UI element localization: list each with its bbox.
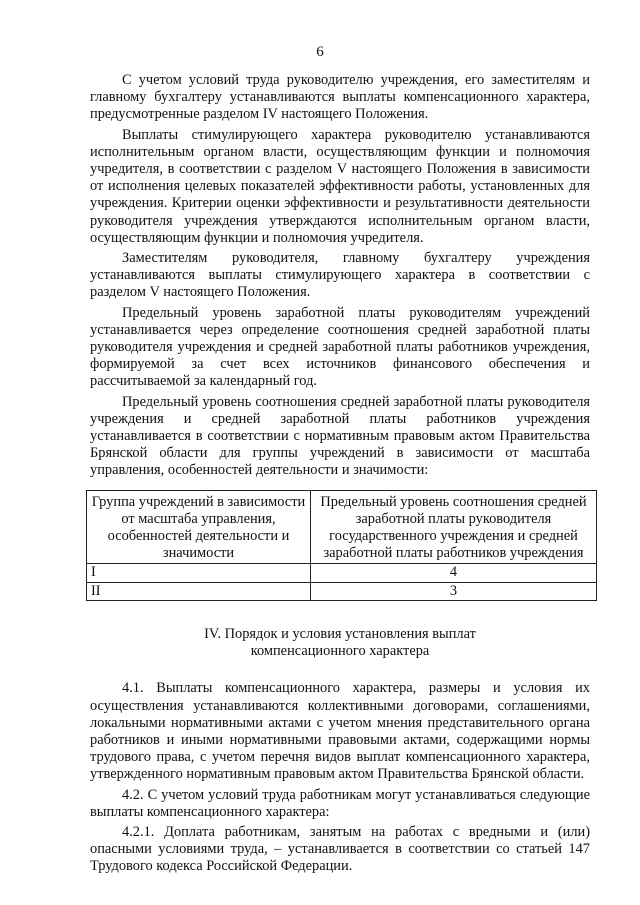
salary-ratio-table xyxy=(86,490,597,601)
paragraph: 4.2.1. Доплата работникам, занятым на работах с вредными и (или) опасными условиями труда, – устанавливается в соответствии со статьей 147 Трудового кодекса Российской Федерации. xyxy=(90,823,590,875)
paragraph: Заместителям руководителя, главному бухгалтеру учреждения устанавливаются выплаты стимулирующего характера в соответствии с разделом V настоящего Положения. xyxy=(90,250,590,301)
section-heading-line: компенсационного характера xyxy=(250,643,430,660)
section-heading xyxy=(90,626,590,660)
table-cell-ratio: 4 xyxy=(311,564,597,582)
paragraph: С учетом условий труда руководителю учреждения, его заместителям и главному бухгалтеру устанавливаются выплаты компенсационного характера, предусмотренные разделом IV настоящего Положения. xyxy=(90,72,590,123)
paragraph: Предельный уровень заработной платы руководителям учреждений устанавливается через определение соотношения средней заработной платы руководителя учреждения и средней заработной платы работников учреждения, формируемой за счет всех источников финансового обеспечения и рассчитываемой за календарный год. xyxy=(90,304,590,390)
table-header-row xyxy=(87,490,597,564)
paragraph: 4.1. Выплаты компенсационного характера, размеры и условия их осуществления устанавливаются коллективными договорами, соглашениями, локальными нормативными актами с учетом мнения представительного органа работников и иными нормативными правовыми актами, содержащими нормы трудового права, с учетом перечня видов выплат компенсационного характера, утвержденного нормативным правовым актом Правительства Брянской области. xyxy=(90,680,590,783)
page-number: 6 xyxy=(316,44,324,60)
section-heading-line: IV. Порядок и условия установления выплат xyxy=(204,625,476,642)
paragraph: Выплаты стимулирующего характера руководителю устанавливаются исполнительным органом власти, осуществляющим функции и полномочия учредителя, в соответствии с разделом V настоящего Положения в зависимости от исполнения целевых показателей эффективности работы, установленных для учреждения. Критерии оценки эффективности и результативности деятельности руководителя учреждения утверждаются исполнительным органом власти, осуществляющим функции и полномочия учредителя. xyxy=(90,126,590,246)
table-header-group: Группа учреждений в зависимости от масштаба управления, особенностей деятельности и значимости xyxy=(87,490,311,564)
table-cell-group: II xyxy=(87,582,311,600)
table-header-ratio: Предельный уровень соотношения средней заработной платы руководителя государственного учреждения и средней заработной платы работников учреждения xyxy=(311,490,597,564)
table-row xyxy=(87,564,597,582)
table-cell-ratio: 3 xyxy=(311,582,597,600)
table-cell-group: I xyxy=(87,564,311,582)
table-row xyxy=(87,582,597,600)
paragraph: 4.2. С учетом условий труда работникам могут устанавливаться следующие выплаты компенсационного характера: xyxy=(90,786,590,820)
document-body xyxy=(90,72,590,879)
paragraph: Предельный уровень соотношения средней заработной платы руководителя учреждения и средней заработной платы работников учреждения устанавливается в соответствии с нормативным правовым актом Правительства Брянской области для группы учреждений в зависимости от масштаба управления, особенностей деятельности и значимости: xyxy=(90,393,590,479)
